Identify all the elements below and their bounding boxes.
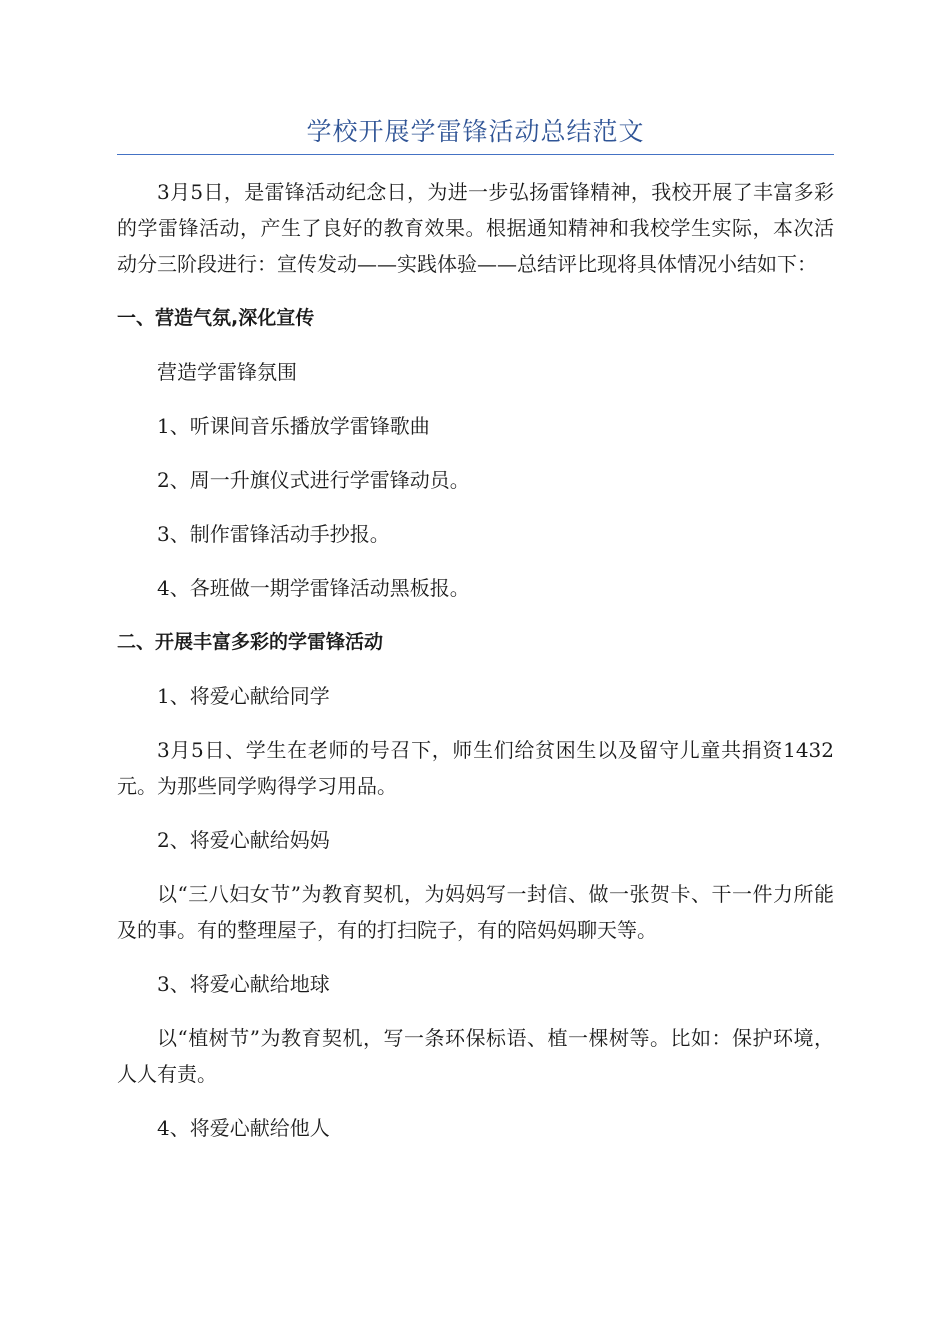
list-item: 2、周一升旗仪式进行学雷锋动员。 — [157, 468, 470, 492]
subsection-text-2: 以“三八妇女节”为教育契机，为妈妈写一封信、做一张贺卡、干一件力所能及的事。有的整理屋子，有的打扫院子，有的陪妈妈聊天等。 — [117, 882, 834, 942]
subsection-title-4: 4、将爱心献给他人 — [157, 1116, 330, 1140]
subsection-text-1: 3月5日、学生在老师的号召下，师生们给贫困生以及留守儿童共捐资1432元。为那些同学购得学习用品。 — [117, 738, 834, 798]
list-item: 3、制作雷锋活动手抄报。 — [157, 522, 390, 546]
section1-subheading: 营造学雷锋氛围 — [157, 360, 297, 384]
list-item: 4、各班做一期学雷锋活动黑板报。 — [157, 576, 470, 600]
document-title: 学校开展学雷锋活动总结范文 — [306, 117, 645, 146]
intro-paragraph: 3月5日，是雷锋活动纪念日，为进一步弘扬雷锋精神，我校开展了丰富多彩的学雷锋活动，产生了良好的教育效果。根据通知精神和我校学生实际，本次活动分三阶段进行：宣传发动——实践体验——总结评比现将具体情况小结如下： — [117, 180, 834, 276]
subsection-title-3: 3、将爱心献给地球 — [157, 972, 330, 996]
section-heading-2: 二、开展丰富多彩的学雷锋活动 — [117, 631, 384, 653]
title-underline — [117, 154, 834, 155]
document-body — [117, 174, 834, 1164]
list-item: 1、听课间音乐播放学雷锋歌曲 — [157, 414, 430, 438]
subsection-title-1: 1、将爱心献给同学 — [157, 684, 330, 708]
subsection-text-3: 以“植树节”为教育契机，写一条环保标语、植一棵树等。比如：保护环境，人人有责。 — [117, 1026, 834, 1086]
subsection-title-2: 2、将爱心献给妈妈 — [157, 828, 330, 852]
section-heading-1: 一、营造气氛,深化宣传 — [117, 307, 315, 329]
